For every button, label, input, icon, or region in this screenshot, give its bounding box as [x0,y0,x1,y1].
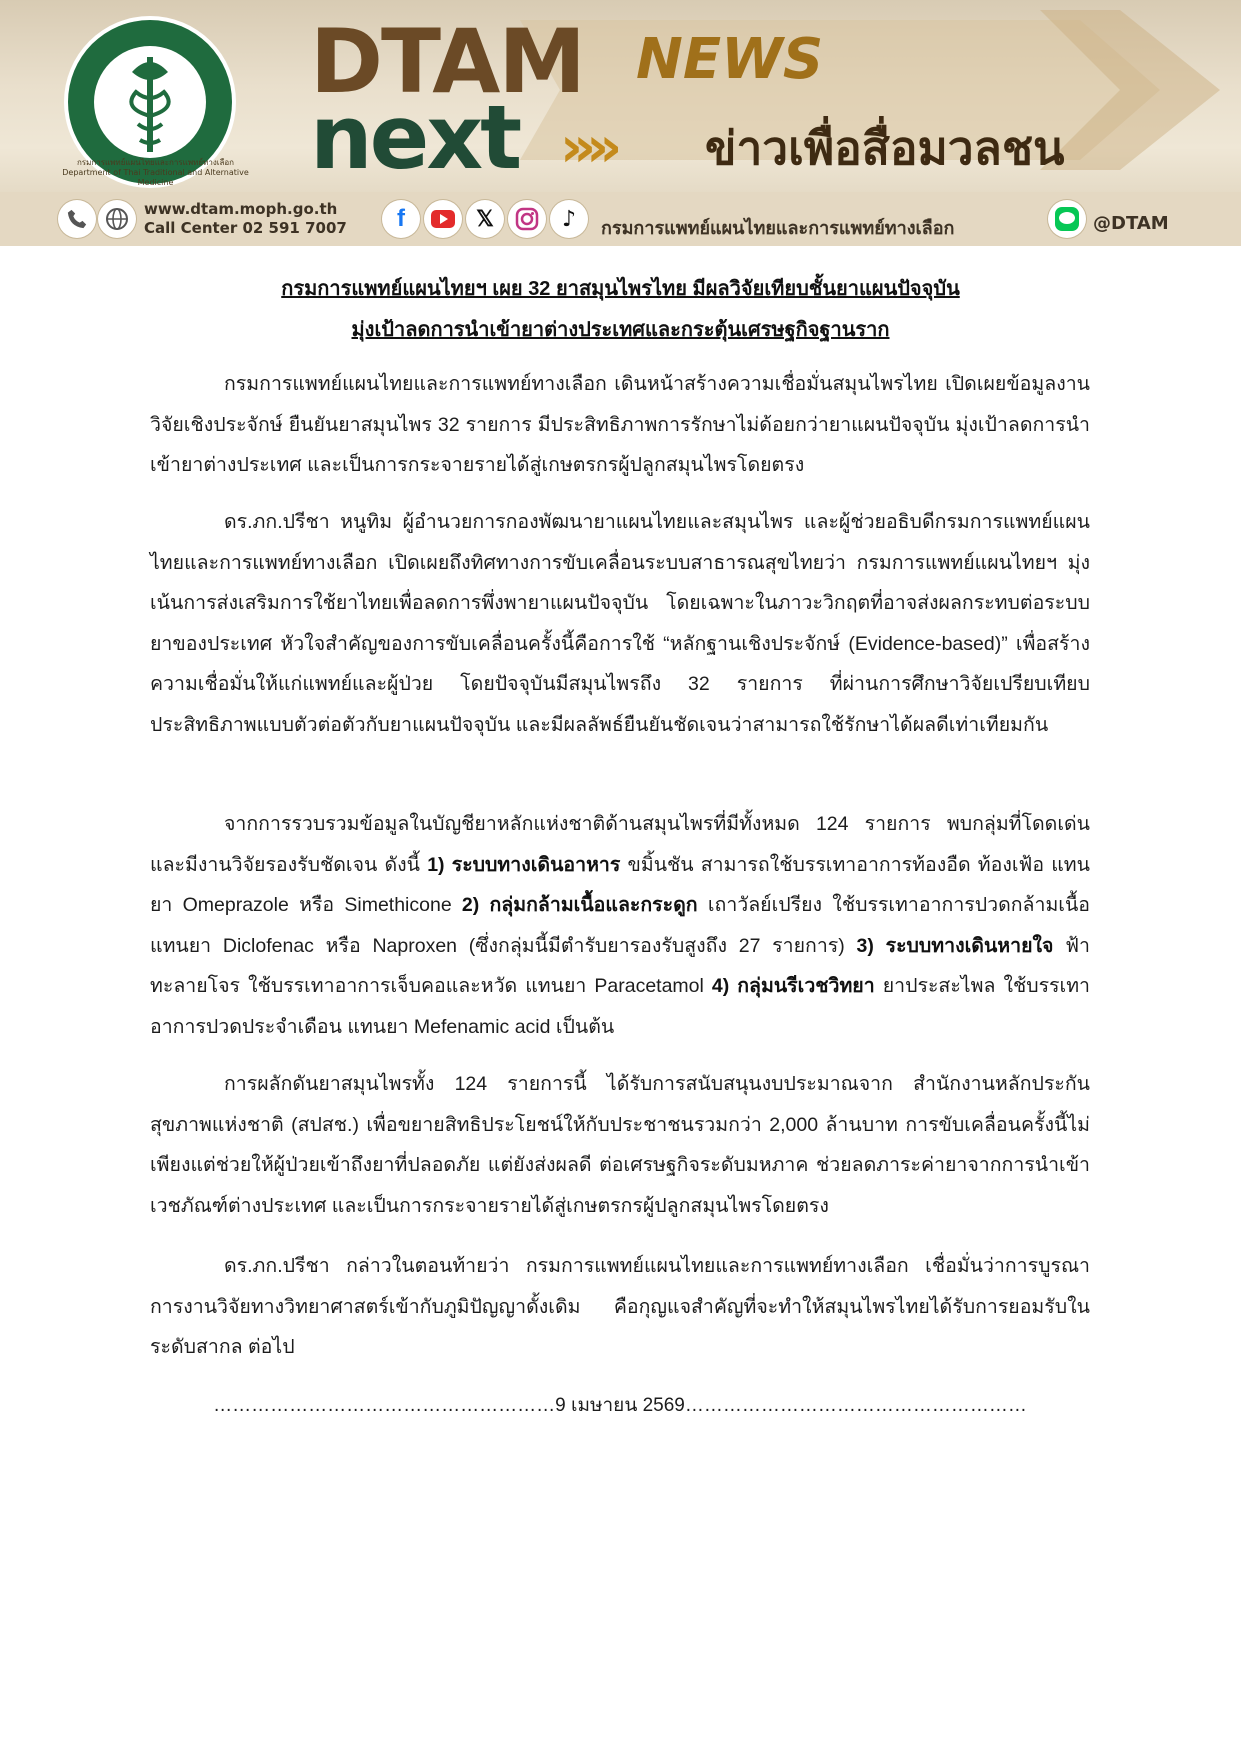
group-1-heading: 1) ระบบทางเดินอาหาร [427,853,621,876]
paragraph-5: ดร.ภก.ปรีชา กล่าวในตอนท้ายว่า กรมการแพทย์แผนไทยและการแพทย์ทางเลือก เชื่อมั่นว่าการบูรณาการงานวิจัยทางวิทยาศาสตร์เข้ากับภูมิปัญญาดั้งเดิม คือกุญแจสำคัญที่จะทำให้สมุนไพรไทยได้รับการยอมรับในระดับสากล ต่อไป [150,1255,1090,1358]
paragraph-2: ดร.ภก.ปรีชา หนูทิม ผู้อำนวยการกองพัฒนายาแผนไทยและสมุนไพร และผู้ช่วยอธิบดีกรมการแพทย์แผนไทยและการแพทย์ทางเลือก เปิดเผยถึงทิศทางการขับเคลื่อนระบบสาธารณสุขไทยว่า กรมการแพทย์แผนไทยฯ มุ่งเน้นการส่งเสริมการใช้ยาไทยเพื่อลดการพึ่งพายาแผนปัจจุบัน โดยเฉพาะในภาวะวิกฤตที่อาจส่งผลกระทบต่อระบบยาของประเทศ หัวใจสำคัญของการขับเคลื่อนครั้งนี้คือการใช้ “หลักฐานเชิงประจักษ์ (Evidence-based)” เพื่อสร้างความเชื่อมั่นให้แก่แพทย์และผู้ป่วย โดยปัจจุบันมีสมุนไพรถึง 32 รายการ ที่ผ่านการศึกษาวิจัยเปรียบเทียบประสิทธิภาพแบบตัวต่อตัวกับยาแผนปัจจุบัน และมีผลลัพธ์ยืนยันชัดเจนว่าสามารถใช้รักษาได้ผลดีเท่าเทียมกัน [150,511,1090,736]
press-release-heading: ข่าวเพื่อสื่อมวลชน [705,121,1065,175]
brand-chevrons: »» [560,115,613,180]
article-title-line1: กรมการแพทย์แผนไทยฯ เผย 32 ยาสมุนไพรไทย มีผลวิจัยเทียบชั้นยาแผนปัจจุบัน [281,278,960,300]
tiktok-icon[interactable]: ♪ [550,200,588,238]
group-4-text: ยาประสะไพล ใช้บรรเทาอาการปวดประจำเดือน แทนยา Mefenamic acid เป็นต้น [150,975,1091,1038]
brand-next: next [310,86,520,189]
group-3-text: ฟ้าทะลายโจร ใช้บรรเทาอาการเจ็บคอและหวัด แทนยา Paracetamol [150,934,1090,997]
paragraph-3 [150,804,1090,1047]
website-link[interactable]: www.dtam.moph.go.th [144,200,338,218]
brand-news: NEWS [636,27,824,92]
paragraph-3-intro: จากการรวบรวมข้อมูลในบัญชียาหลักแห่งชาติด้านสมุนไพรที่มีทั้งหมด 124 รายการ พบกลุ่มที่โดดเด่นและมีงานวิจัยรองรับชัดเจน ดังนี้ [150,813,1090,876]
article-title-line2: มุ่งเป้าลดการนำเข้ายาต่างประเทศและกระตุ้นเศรษฐกิจฐานราก [351,319,890,341]
line-handle[interactable]: @DTAM [1093,213,1169,234]
paragraph-1: กรมการแพทย์แผนไทยและการแพทย์ทางเลือก เดินหน้าสร้างความเชื่อมั่นสมุนไพรไทย เปิดเผยข้อมูลงานวิจัยเชิงประจักษ์ ยืนยันยาสมุนไพร 32 รายการ มีประสิทธิภาพการรักษาไม่ด้อยกว่ายาแผนปัจจุบัน มุ่งเป้าลดการนำเข้ายาต่างประเทศ และเป็นการกระจายรายได้สู่เกษตรกรผู้ปลูกสมุนไพรโดยตรง [150,373,1090,476]
group-2-heading: 2) กลุ่มกล้ามเนื้อและกระดูก [461,894,698,916]
org-name: กรมการแพทย์แผนไทยและการแพทย์ทางเลือก [601,218,955,239]
group-1-text: ขมิ้นชัน สามารถใช้บรรเทาอาการท้องอืด ท้องเฟ้อ แทนยา Omeprazole หรือ Simethicone [150,853,1090,916]
youtube-icon[interactable] [424,200,462,238]
contact-info [144,200,347,238]
call-center: Call Center 02 591 7007 [144,219,347,237]
dateline: ………………………………………………9 เมษายน 2569……………………………………………… [213,1395,1027,1416]
group-4-heading: 4) กลุ่มนรีเวชวิทยา [711,975,875,997]
x-icon[interactable]: 𝕏 [466,200,504,238]
group-3-heading: 3) ระบบทางเดินหายใจ [856,934,1054,957]
facebook-icon[interactable]: f [382,200,420,238]
brand-dtam: DTAM [310,10,584,113]
line-icon[interactable] [1048,200,1086,238]
paragraph-4: การผลักดันยาสมุนไพรทั้ง 124 รายการนี้ ได้รับการสนับสนุนงบประมาณจาก สำนักงานหลักประกันสุขภาพแห่งชาติ (สปสช.) เพื่อขยายสิทธิประโยชน์ให้กับประชาชนรวมกว่า 2,000 ล้านบาท การขับเคลื่อนครั้งนี้ไม่เพียงแต่ช่วยให้ผู้ป่วยเข้าถึงยาที่ปลอดภัย แต่ยังส่งผลดี ต่อเศรษฐกิจระดับมหภาค ช่วยลดภาระค่ายาจากการนำเข้าเวชภัณฑ์ต่างประเทศ และเป็นการกระจายรายได้สู่เกษตรกรผู้ปลูกสมุนไพรโดยตรง [150,1073,1090,1217]
instagram-icon[interactable] [508,200,546,238]
department-name: กรมการแพทย์แผนไทยและการแพทย์ทางเลือก Department of Thai Traditional and Alternative Medicine [62,158,249,187]
group-2-text: เถาวัลย์เปรียง ใช้บรรเทาอาการปวดกล้ามเนื้อ แทนยา Diclofenac หรือ Naproxen (ซึ่งกลุ่มนี้มีตำรับยารองรับสูงถึง 27 รายการ) [150,894,1091,957]
globe-icon[interactable] [98,200,136,238]
header-banner [0,0,1241,246]
phone-icon[interactable] [58,200,96,238]
